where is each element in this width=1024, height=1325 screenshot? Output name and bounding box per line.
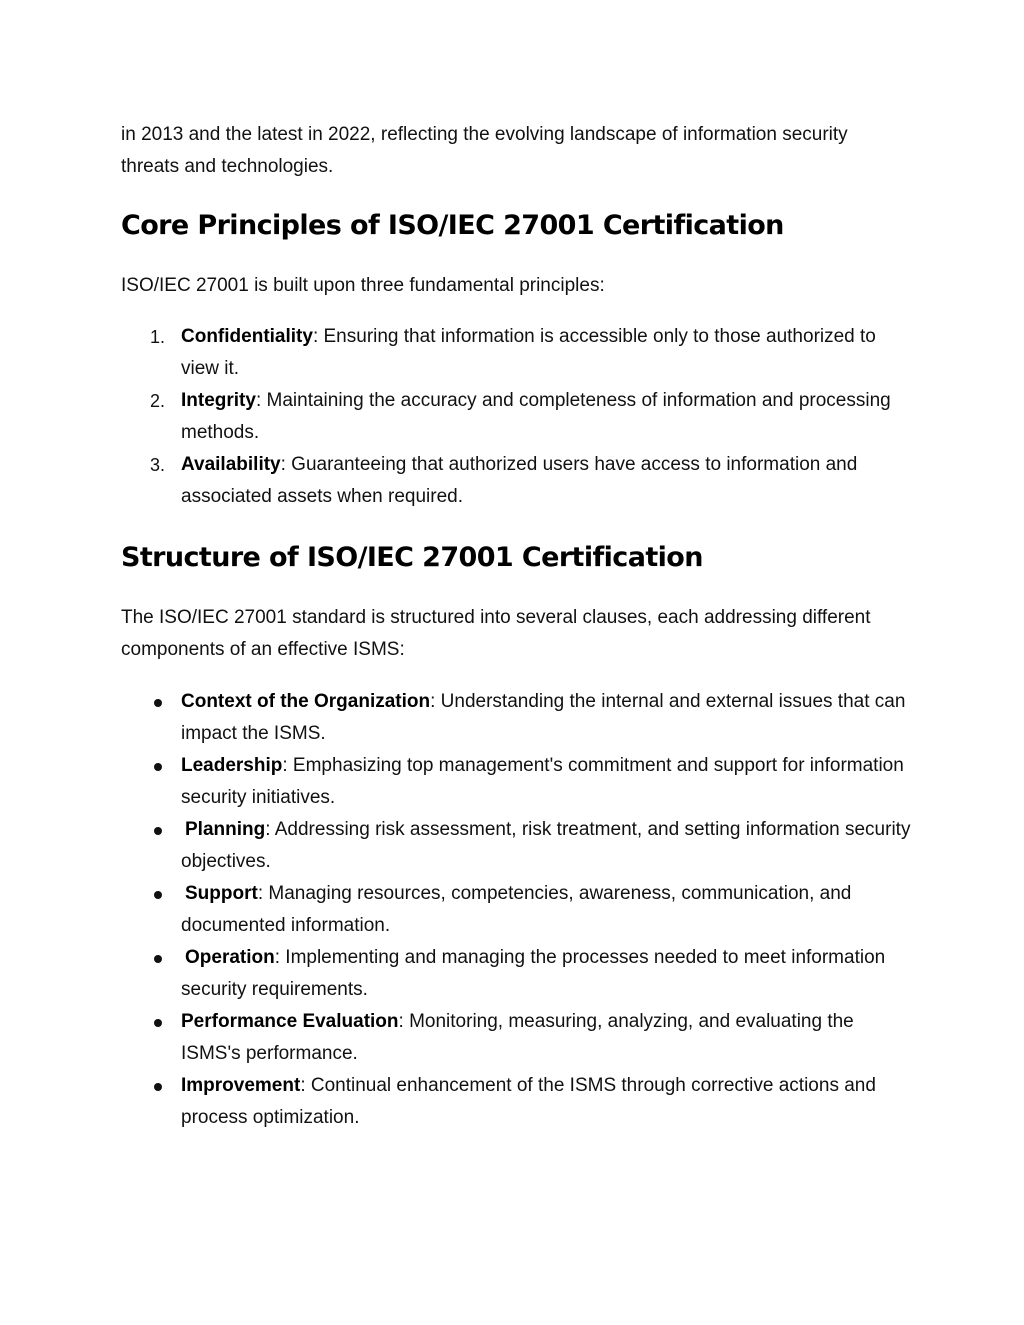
list-item-performance-evaluation (121, 1006, 911, 1070)
term-planning: Planning (185, 819, 266, 840)
term-performance-evaluation: Performance Evaluation (181, 1011, 399, 1032)
term-improvement: Improvement (181, 1075, 301, 1096)
core-principles-heading: Core Principles of ISO/IEC 27001 Certification (121, 210, 784, 241)
description-availability: : Guaranteeing that authorized users have access to information and associated assets when required. (181, 454, 858, 507)
bullet-icon (154, 1019, 162, 1027)
description-context: : Understanding the internal and external issues that can impact the ISMS. (181, 691, 906, 744)
bullet-icon (154, 827, 162, 835)
description-performance-evaluation: : Monitoring, measuring, analyzing, and evaluating the ISMS's performance. (181, 1011, 854, 1064)
description-planning: : Addressing risk assessment, risk treatment, and setting information security objectives. (181, 819, 911, 872)
list-item-leadership (121, 750, 911, 814)
bullet-icon (154, 1083, 162, 1091)
list-item-improvement (121, 1070, 911, 1134)
bullet-icon (154, 699, 162, 707)
list-item-integrity (121, 385, 911, 449)
list-item-context (121, 686, 911, 750)
description-integrity: : Maintaining the accuracy and completeness of information and processing methods. (181, 390, 891, 443)
description-leadership: : Emphasizing top management's commitment and support for information security initiatives. (181, 755, 904, 808)
term-confidentiality: Confidentiality (181, 326, 313, 347)
term-operation: Operation (185, 947, 275, 968)
term-availability: Availability (181, 454, 281, 475)
list-item-support (121, 878, 911, 942)
term-context: Context of the Organization (181, 691, 431, 712)
description-confidentiality: : Ensuring that information is accessible only to those authorized to view it. (181, 326, 876, 379)
list-number: 3. (150, 455, 166, 475)
document-page (121, 119, 911, 1134)
list-item-availability (121, 449, 911, 513)
list-number: 1. (150, 327, 166, 347)
term-support: Support (185, 883, 258, 904)
principles-list (121, 321, 911, 513)
bullet-icon (154, 955, 162, 963)
list-item-planning (121, 814, 911, 878)
clauses-list (121, 686, 911, 1134)
list-item-operation (121, 942, 911, 1006)
bullet-icon (154, 763, 162, 771)
list-item-confidentiality (121, 321, 911, 385)
bullet-icon (154, 891, 162, 899)
description-support: : Managing resources, competencies, awareness, communication, and documented information. (181, 883, 852, 936)
description-improvement: : Continual enhancement of the ISMS through corrective actions and process optimization. (181, 1075, 876, 1128)
list-number: 2. (150, 391, 166, 411)
term-integrity: Integrity (181, 390, 256, 411)
core-principles-intro: ISO/IEC 27001 is built upon three fundamental principles: (121, 275, 605, 296)
description-operation: : Implementing and managing the processes needed to meet information security requirements. (181, 947, 886, 1000)
structure-heading: Structure of ISO/IEC 27001 Certification (121, 542, 703, 573)
term-leadership: Leadership (181, 755, 283, 776)
intro-continuation-paragraph: in 2013 and the latest in 2022, reflecting the evolving landscape of information security threats and technologies. (121, 124, 848, 177)
structure-intro: The ISO/IEC 27001 standard is structured into several clauses, each addressing different components of an effective ISMS: (121, 607, 871, 660)
